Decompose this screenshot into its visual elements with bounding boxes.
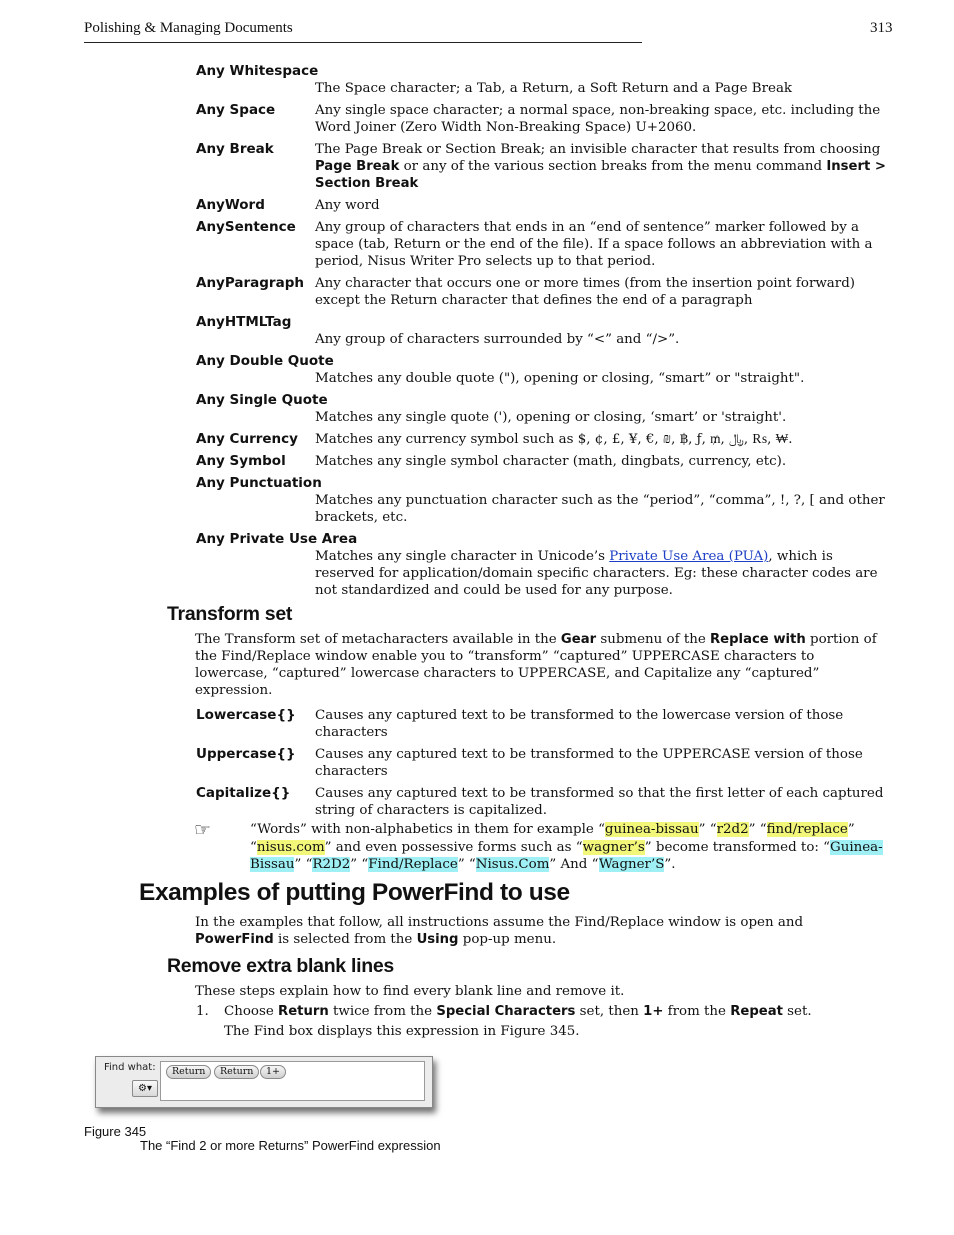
term-any-currency: Any Currency xyxy=(196,431,298,447)
step-1: Choose Return twice from the Special Characters set, then 1+ from the Repeat set. xyxy=(224,1004,812,1019)
gear-icon: ⚙▾ xyxy=(138,1083,152,1094)
page-number: 313 xyxy=(870,20,893,36)
term-uppercase: Uppercase{} xyxy=(196,746,296,762)
term-any-single-quote: Any Single Quote xyxy=(196,392,328,408)
term-capitalize: Capitalize{} xyxy=(196,785,291,801)
find-what-field[interactable] xyxy=(160,1061,425,1101)
def-any-private-use-area: Matches any single character in Unicode’s Private Use Area (PUA), which is reserved for application/domain specific characters. Eg: these character codes are not standardized and could be used for any purpose. xyxy=(315,549,878,598)
pua-link[interactable]: Private Use Area (PUA) xyxy=(609,549,769,564)
def-any-whitespace: The Space character; a Tab, a Return, a Soft Return and a Page Break xyxy=(315,81,793,96)
def-any-punctuation: Matches any punctuation character such as the “period”, “comma”, !, ?, [ and other brackets, etc. xyxy=(315,493,885,525)
find-what-screenshot xyxy=(95,1056,433,1108)
blank-lines-intro: These steps explain how to find every blank line and remove it. xyxy=(195,984,625,999)
def-anyparagraph: Any character that occurs one or more times (from the insertion point forward) except the Return character that defines the end of a paragraph xyxy=(315,276,855,308)
def-any-single-quote: Matches any single quote ('), opening or closing, ‘smart’ or 'straight'. xyxy=(315,410,787,425)
term-anyparagraph: AnyParagraph xyxy=(196,275,304,291)
heading-transform-set: Transform set xyxy=(167,603,293,625)
figure-number: Figure 345 xyxy=(84,1124,147,1139)
term-anyword: AnyWord xyxy=(196,197,265,213)
term-anyhtmltag: AnyHTMLTag xyxy=(196,314,292,330)
term-any-whitespace: Any Whitespace xyxy=(196,63,319,79)
def-uppercase: Causes any captured text to be transformed to the UPPERCASE version of those characters xyxy=(315,747,863,779)
step-1-note: The Find box displays this expression in Figure 345. xyxy=(224,1024,580,1039)
def-capitalize: Causes any captured text to be transformed so that the first letter of each captured string of characters is capitalized. xyxy=(315,786,884,818)
figure-caption: The “Find 2 or more Returns” PowerFind expression xyxy=(140,1138,441,1153)
transform-intro: The Transform set of metacharacters available in the Gear submenu of the Replace with portion of the Find/Replace window enable you to “transform” “captured” UPPERCASE characters to lowercase, “captured” lowercase characters to UPPERCASE, and Capitalize any “captured” expression. xyxy=(195,632,877,698)
term-lowercase: Lowercase{} xyxy=(196,707,296,723)
step-number: 1. xyxy=(196,1004,209,1019)
def-any-break: The Page Break or Section Break; an invisible character that results from choosing Page Break or any of the various section breaks from the menu command Insert > Section Break xyxy=(315,142,886,191)
def-any-double-quote: Matches any double quote ("), opening or closing, “smart” or "straight". xyxy=(315,371,805,386)
term-any-break: Any Break xyxy=(196,141,274,157)
repeat-token[interactable]: 1+ xyxy=(260,1065,286,1079)
return-token-2[interactable]: Return xyxy=(214,1065,259,1079)
def-any-currency: Matches any currency symbol such as $, ¢, £, ¥, €, ₪, ฿, ƒ, ₥, ﷼, ₨, ₩. xyxy=(315,432,793,447)
def-anyhtmltag: Any group of characters surrounded by “<” and “/>”. xyxy=(315,332,680,347)
term-any-space: Any Space xyxy=(196,102,276,118)
term-any-double-quote: Any Double Quote xyxy=(196,353,334,369)
def-anysentence: Any group of characters that ends in an “end of sentence” marker followed by a space (tab, Return or the end of the file). If a space follows an abbreviation with a period, Nisus Writer Pro selects up to that period. xyxy=(315,220,873,269)
heading-examples: Examples of putting PowerFind to use xyxy=(139,879,570,906)
term-anysentence: AnySentence xyxy=(196,219,296,235)
def-lowercase: Causes any captured text to be transformed to the lowercase version of those characters xyxy=(315,708,844,740)
return-token-1[interactable]: Return xyxy=(166,1065,211,1079)
find-what-label: Find what: xyxy=(104,1062,156,1073)
def-any-space: Any single space character; a normal space, non-breaking space, etc. including the Word Joiner (Zero Width Non-Breaking Space) U+2060. xyxy=(315,103,881,135)
transform-tip: “Words” with non-alphabetics in them for example “guinea-bissau” “r2d2” “find/replace” “nisus.com” and even possessive forms such as “wagner’s” become transformed to: “Guinea-Bissau” “R2D2” “Find/Replace” “Nisus.Com” And “Wagner’S”. xyxy=(250,822,883,872)
def-any-symbol: Matches any single symbol character (math, dingbats, currency, etc). xyxy=(315,454,787,469)
heading-remove-blank-lines: Remove extra blank lines xyxy=(167,955,394,977)
gear-menu-button[interactable] xyxy=(132,1080,158,1097)
examples-intro: In the examples that follow, all instructions assume the Find/Replace window is open and PowerFind is selected from the Using pop-up menu. xyxy=(195,915,804,947)
def-anyword: Any word xyxy=(315,198,380,213)
chapter-title: Polishing & Managing Documents xyxy=(84,20,293,36)
term-any-private-use-area: Any Private Use Area xyxy=(196,531,358,547)
term-any-punctuation: Any Punctuation xyxy=(196,475,322,491)
pointing-hand-icon: ☞ xyxy=(194,819,212,841)
term-any-symbol: Any Symbol xyxy=(196,453,286,469)
running-header xyxy=(84,20,642,43)
